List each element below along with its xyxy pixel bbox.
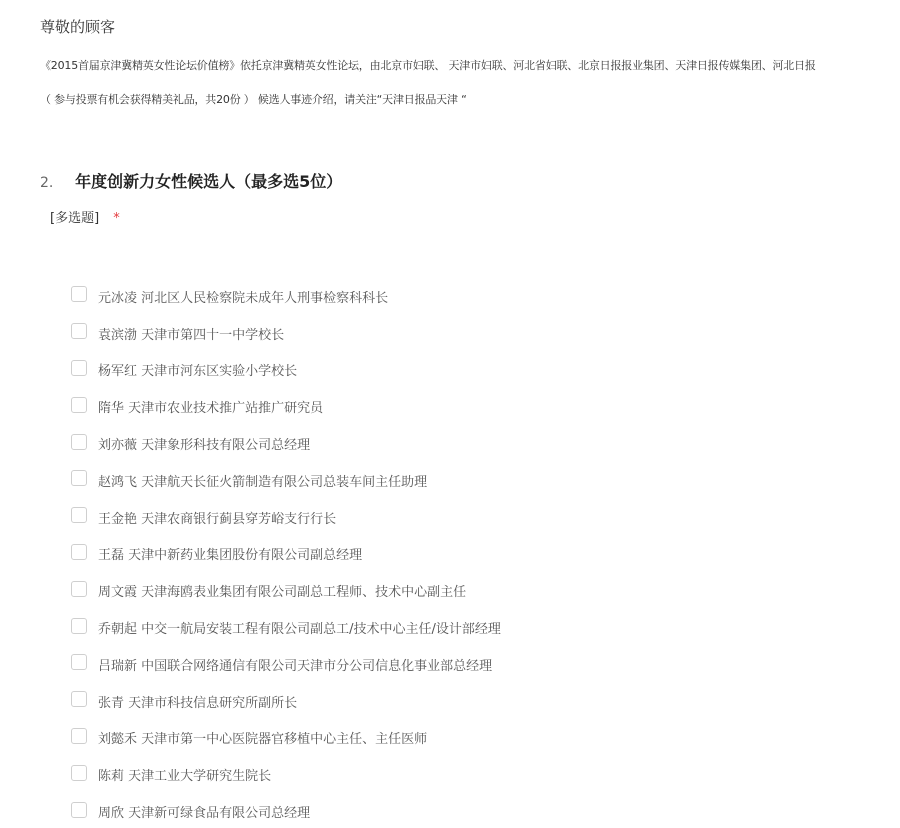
option-item[interactable] [71,791,501,828]
option-item[interactable] [71,754,501,791]
checkbox[interactable] [71,765,87,781]
option-label[interactable]: 王金艳 天津农商银行蓟县穿芳峪支行行长 [98,511,337,527]
checkbox[interactable] [71,581,87,597]
checkbox[interactable] [71,360,87,376]
question-number: 2. [40,175,54,191]
option-label[interactable]: 隋华 天津市农业技术推广站推广研究员 [98,401,324,417]
option-item[interactable] [71,350,501,387]
intro-text-line-1: 《2015首届京津冀精英女性论坛价值榜》依托京津冀精英女性论坛，由北京市妇联、 天津市妇联、河北省妇联、北京日报报业集团、天津日报传媒集团、河北日报 [40,59,816,72]
option-item[interactable] [71,460,501,497]
option-label[interactable]: 刘懿禾 天津市第一中心医院器官移植中心主任、主任医师 [98,732,428,748]
option-item[interactable] [71,644,501,681]
option-label[interactable]: 袁滨渤 天津市第四十一中学校长 [98,327,285,343]
checkbox[interactable] [71,802,87,818]
option-label[interactable]: 陈莉 天津工业大学研究生院长 [98,769,272,785]
option-item[interactable] [71,276,501,313]
checkbox[interactable] [71,544,87,560]
greeting-text: 尊敬的顾客 [40,18,116,36]
option-label[interactable]: 赵鸿飞 天津航天长征火箭制造有限公司总装车间主任助理 [98,474,428,490]
checkbox[interactable] [71,470,87,486]
option-item[interactable] [71,423,501,460]
option-label[interactable]: 吕瑞新 中国联合网络通信有限公司天津市分公司信息化事业部总经理 [98,658,493,674]
checkbox[interactable] [71,397,87,413]
option-label[interactable]: 刘亦薇 天津象形科技有限公司总经理 [98,438,311,454]
checkbox[interactable] [71,286,87,302]
option-item[interactable] [71,534,501,571]
option-item[interactable] [71,681,501,718]
option-label[interactable]: 张青 天津市科技信息研究所副所长 [98,695,298,711]
option-item[interactable] [71,386,501,423]
question-type-label: [多选题] [50,211,100,226]
intro-text-line-2: （ 参与投票有机会获得精美礼品，共20份 ） 候选人事迹介绍，请关注“天津日报品天津 “ [40,93,467,106]
option-label[interactable]: 乔朝起 中交一航局安装工程有限公司副总工/技术中心主任/设计部经理 [98,622,501,638]
option-item[interactable] [71,607,501,644]
option-item[interactable] [71,497,501,534]
option-label[interactable]: 周文霞 天津海鸥表业集团有限公司副总工程师、技术中心副主任 [98,585,467,601]
checkbox[interactable] [71,434,87,450]
required-star-icon: * [113,211,120,226]
checkbox[interactable] [71,728,87,744]
checkbox[interactable] [71,323,87,339]
checkbox[interactable] [71,691,87,707]
options-list [71,276,501,828]
option-item[interactable] [71,313,501,350]
checkbox[interactable] [71,507,87,523]
checkbox[interactable] [71,654,87,670]
question-title: 年度创新力女性候选人（最多选5位） [75,172,343,191]
option-item[interactable] [71,570,501,607]
question-header [40,169,342,192]
option-item[interactable] [71,718,501,755]
option-label[interactable]: 王磊 天津中新药业集团股份有限公司副总经理 [98,548,363,564]
option-label[interactable]: 元冰凌 河北区人民检察院未成年人刑事检察科科长 [98,290,389,306]
checkbox[interactable] [71,618,87,634]
option-label[interactable]: 杨军红 天津市河东区实验小学校长 [98,364,298,380]
question-type [50,207,120,226]
option-label[interactable]: 周欣 天津新可绿食品有限公司总经理 [98,806,311,822]
